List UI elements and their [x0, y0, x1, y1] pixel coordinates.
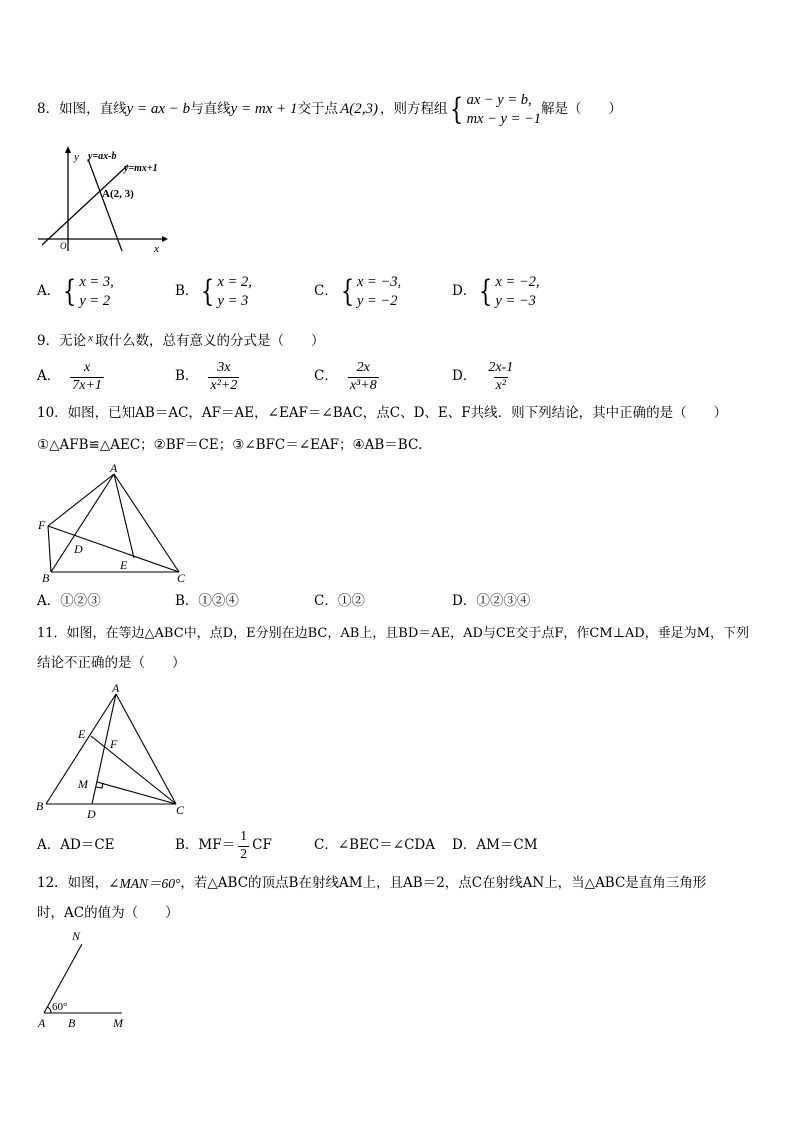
- q10-label-a: A: [110, 462, 118, 475]
- q10-label-d: D: [74, 542, 83, 556]
- q11-segment-cm: [97, 782, 176, 804]
- q10-segment-ab: [51, 474, 114, 572]
- q8-label-line2: y=mx+1: [124, 163, 158, 174]
- q12-label-b: B: [68, 1016, 76, 1030]
- q10-label-b: B: [42, 571, 50, 584]
- q9-option-a[interactable]: [37, 361, 104, 393]
- q9-stem: [37, 332, 325, 349]
- q11-option-d-text: AM＝CM: [476, 837, 538, 853]
- q10-label-e: E: [120, 558, 128, 572]
- q11-option-b[interactable]: [175, 830, 272, 862]
- q8-option-a-row2: y = 2: [79, 292, 111, 309]
- q10-option-b[interactable]: [175, 595, 239, 609]
- q11-option-b-numerator: 1: [240, 829, 248, 844]
- q11-option-a[interactable]: [37, 839, 115, 853]
- q8-option-d[interactable]: D． { x = −2, y = −3: [452, 273, 540, 309]
- q8-label-point: A(2, 3): [102, 188, 134, 200]
- q9-option-c-letter: C．: [314, 368, 338, 385]
- q9-option-a-letter: A．: [37, 368, 61, 385]
- q8-stem: [37, 93, 622, 126]
- q9-option-b[interactable]: [175, 361, 239, 393]
- q12-label-a: A: [38, 1016, 46, 1030]
- q9-option-b-numerator: 3x: [217, 360, 231, 375]
- q11-label-d: D: [87, 807, 96, 820]
- q8-option-a-row1: x = 3,: [79, 274, 114, 290]
- q8-text-b: 与直线: [190, 100, 231, 117]
- q11-figure: [34, 680, 194, 820]
- q8-text-e: 解是（ ）: [541, 100, 623, 117]
- q11-option-c-text: ∠BEC＝∠CDA: [337, 837, 435, 853]
- q8-option-c-row1: x = −3,: [356, 274, 402, 290]
- q8-option-d-letter: D．: [452, 282, 477, 299]
- q8-option-b-row1: x = 2,: [217, 274, 252, 290]
- q12-text-b: ，若△ABC的顶点B在射线AM上，且AB＝2，点C在射线AN上，当△ABC是直角三角形: [180, 875, 707, 891]
- q8-option-c-row2: y = −2: [356, 292, 398, 309]
- q11-label-m: M: [78, 777, 88, 791]
- q11-option-a-text: AD＝CE: [60, 837, 115, 853]
- q10-figure: [36, 462, 196, 584]
- q9-option-d-denominator: x²: [495, 377, 506, 393]
- q11-label-a: A: [112, 681, 120, 695]
- q8-figure: [38, 145, 168, 253]
- q11-option-b-post: CF: [252, 837, 272, 854]
- q9-var-x: x: [88, 332, 93, 345]
- q8-option-c[interactable]: C． { x = −3, y = −2: [314, 273, 402, 309]
- q12-stem-line1: [37, 877, 706, 891]
- q9-option-a-denominator: 7x+1: [72, 377, 102, 393]
- q12-angle: ∠MAN＝60°: [108, 876, 181, 891]
- q9-option-a-numerator: x: [83, 360, 91, 375]
- q11-label-b: B: [36, 799, 44, 813]
- q8-option-b-letter: B．: [175, 282, 199, 299]
- q10-label-f: F: [38, 518, 46, 532]
- q11-option-b-letter: B．: [175, 837, 199, 854]
- q8-line1-eq: y = ax − b: [126, 101, 191, 117]
- q10-option-d-letter: D．: [452, 593, 477, 609]
- q9-option-b-denominator: x²+2: [210, 377, 238, 393]
- q10-label-c: C: [177, 571, 186, 584]
- q11-stem-line1: 11．如图，在等边△ABC中，点D，E分别在边BC，AB上，且BD＝AE，AD与CE交于点F，作CM⊥AD，垂足为M，下列: [37, 626, 749, 641]
- q8-option-a[interactable]: A． { x = 3, y = 2: [37, 273, 114, 309]
- q10-option-b-text: ①②④: [198, 593, 239, 609]
- q9-option-c-denominator: x³+8: [349, 377, 377, 393]
- q10-option-d[interactable]: [452, 595, 530, 609]
- q8-text-c: 交于点: [297, 100, 339, 117]
- q8-option-a-letter: A．: [37, 282, 61, 299]
- q12-text-a: 12．如图，: [37, 875, 109, 891]
- q8-option-d-row1: x = −2,: [495, 274, 540, 290]
- q10-option-a[interactable]: [37, 595, 101, 609]
- q9-option-c[interactable]: [314, 361, 379, 393]
- q8-label-origin: O: [60, 241, 67, 251]
- q12-angle-arc: [47, 1007, 51, 1013]
- q8-sys-row2: mx − y = −1: [466, 110, 542, 127]
- q9-option-b-letter: B．: [175, 368, 199, 385]
- q10-option-a-text: ①②③: [60, 593, 101, 609]
- q10-option-b-letter: B．: [175, 593, 199, 609]
- q8-label-y: y: [74, 151, 79, 163]
- q8-option-c-letter: C．: [314, 282, 338, 299]
- q10-option-a-letter: A．: [37, 593, 61, 609]
- q11-option-d-letter: D．: [452, 837, 477, 853]
- q8-line-ax-minus-b: [88, 159, 122, 251]
- q8-option-b[interactable]: B． { x = 2, y = 3: [175, 273, 252, 309]
- q12-figure: [34, 926, 144, 1034]
- q10-option-c-letter: C．: [314, 593, 338, 609]
- q10-option-c[interactable]: [314, 595, 365, 609]
- q8-text-a: 8．如图，直线: [37, 100, 127, 117]
- q11-label-c: C: [176, 803, 185, 817]
- q11-option-b-denominator: 2: [240, 846, 248, 862]
- q8-text-d: ，则方程组: [379, 100, 448, 117]
- q8-label-line1: y=ax-b: [88, 151, 117, 162]
- q8-line2-eq: y = mx + 1: [230, 101, 298, 117]
- q9-text-b: 取什么数，总有意义的分式是（ ）: [94, 333, 325, 349]
- q12-label-60deg: 60°: [52, 1001, 68, 1013]
- q12-label-m: M: [113, 1016, 123, 1030]
- q10-segment-af: [48, 474, 114, 526]
- q8-option-b-row2: y = 3: [217, 292, 249, 309]
- q9-option-d[interactable]: [452, 361, 515, 393]
- q8-label-x: x: [154, 243, 159, 253]
- q9-text-a: 9．无论: [37, 333, 87, 349]
- q10-segment-fc: [48, 526, 179, 572]
- q11-segment-ce: [91, 736, 176, 804]
- q12-stem-line2: 时，AC的值为（ ）: [37, 905, 179, 921]
- q9-option-d-numerator: 2x-1: [488, 360, 514, 375]
- q10-segment-ae: [114, 474, 134, 558]
- q11-segment-ac: [116, 694, 176, 804]
- q11-option-d[interactable]: [452, 839, 538, 853]
- q11-label-f: F: [110, 737, 118, 751]
- q9-option-d-letter: D．: [452, 368, 477, 385]
- q12-label-n: N: [72, 929, 81, 943]
- q10-option-d-text: ①②③④: [476, 593, 531, 609]
- q8-option-d-row2: y = −3: [495, 292, 536, 309]
- q11-option-c[interactable]: [314, 839, 435, 853]
- q10-option-c-text: ①②: [337, 593, 365, 609]
- q11-option-a-letter: A．: [37, 837, 61, 853]
- q10-conclusions: ①△AFB≌△AEC；②BF＝CE；③∠BFC＝∠EAF；④AB＝BC．: [37, 437, 432, 453]
- q8-sys-row1: ax − y = b,: [466, 92, 532, 108]
- q11-stem-line2: 结论不正确的是（ ）: [37, 655, 186, 671]
- q11-option-b-pre: MF＝: [198, 837, 236, 854]
- q9-option-c-numerator: 2x: [356, 360, 370, 375]
- q10-stem: 10．如图，已知AB＝AC，AF＝AE，∠EAF＝∠BAC，点C、D、E、F共线．则下列结论，其中正确的是（ ）: [37, 405, 728, 421]
- q11-label-e: E: [78, 727, 86, 741]
- q8-equation-system: { ax − y = b, mx − y = −1: [450, 91, 542, 127]
- q10-segment-fb: [48, 526, 51, 572]
- q8-point: A(2,3): [340, 101, 378, 117]
- q11-option-c-letter: C．: [314, 837, 338, 853]
